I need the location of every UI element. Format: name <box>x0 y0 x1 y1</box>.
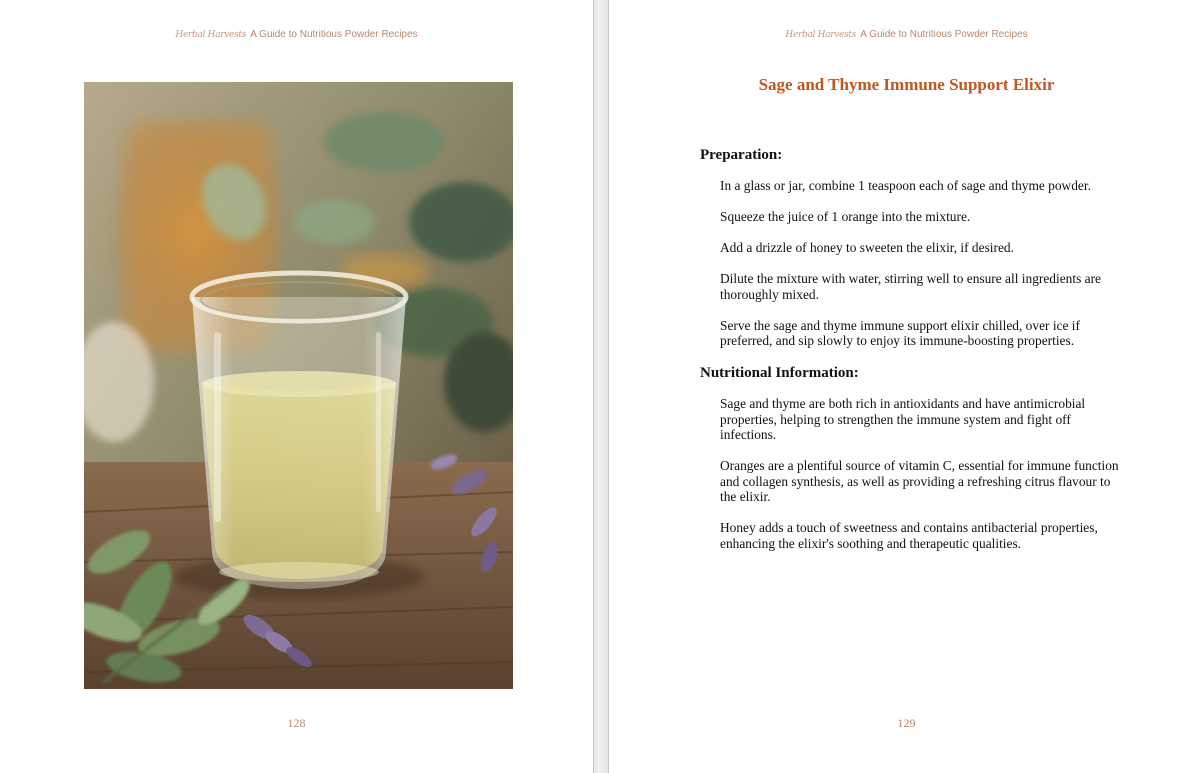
list-item: Add a drizzle of honey to sweeten the elixir, if desired. <box>720 239 1014 255</box>
nutrition-points <box>700 396 1130 552</box>
list-item: Dilute the mixture with water, stirring well to ensure all ingredients are thoroughly mixed. <box>720 270 1101 302</box>
header-title: A Guide to Nutritious Powder Recipes <box>250 29 418 40</box>
list-item: Honey adds a touch of sweetness and contains antibacterial properties, enhancing the elixir's soothing and therapeutic qualities. <box>720 520 1098 552</box>
list-item: Squeeze the juice of 1 orange into the mixture. <box>720 208 971 224</box>
nutrition-heading: Nutritional Information: <box>700 365 859 382</box>
preparation-heading: Preparation: <box>700 147 783 163</box>
right-page <box>609 0 1204 773</box>
header-brand-script: Herbal Harvests <box>785 30 857 40</box>
header-brand-script: Herbal Harvests <box>175 30 247 40</box>
recipe-content <box>700 146 1130 567</box>
running-header-right <box>609 29 1204 40</box>
list-item: Sage and thyme are both rich in antioxidants and have antimicrobial properties, helping to strengthen the immune system and fight off infections. <box>720 396 1086 443</box>
page-number-left: 128 <box>287 716 306 730</box>
preparation-steps <box>700 178 1130 349</box>
book-gutter <box>593 0 609 773</box>
herbal-elixir-glass-illustration <box>84 82 513 689</box>
page-number-right: 129 <box>897 716 916 730</box>
recipe-title: Sage and Thyme Immune Support Elixir <box>758 75 1055 94</box>
elixir-photo <box>84 82 513 689</box>
running-header-left <box>0 29 593 40</box>
header-title: A Guide to Nutritious Powder Recipes <box>860 29 1028 40</box>
list-item: In a glass or jar, combine 1 teaspoon each of sage and thyme powder. <box>720 178 1091 193</box>
list-item: Oranges are a plentiful source of vitamin C, essential for immune function and collagen synthesis, as well as providing a refreshing citrus flavour to the elixir. <box>720 458 1119 505</box>
left-page <box>0 0 593 773</box>
list-item: Serve the sage and thyme immune support elixir chilled, over ice if preferred, and sip slowly to enjoy its immune-boosting properties. <box>720 317 1080 349</box>
